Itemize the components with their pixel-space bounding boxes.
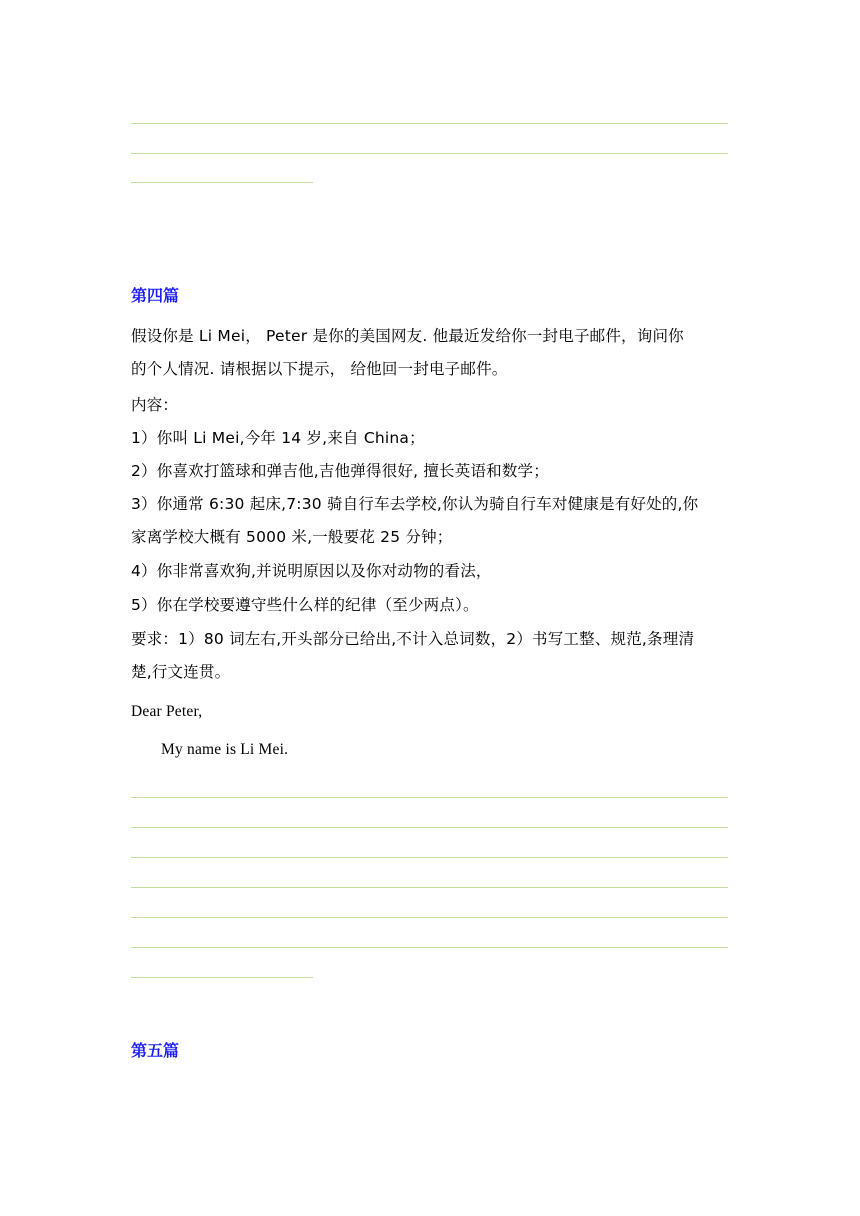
requirement-line: 楚,行文连贯。 <box>131 663 231 681</box>
content-item: 家离学校大概有 5000 米,一般要花 25 分钟； <box>131 528 453 546</box>
requirement-line: 要求：1）80 词左右,开头部分已给出,不计入总词数，2）书写工整、规范,条理清 <box>131 630 695 648</box>
answer-line <box>131 887 728 888</box>
prompt-line: 的个人情况. 请根据以下提示， 给他回一封电子邮件。 <box>131 360 508 378</box>
answer-line <box>131 123 728 124</box>
answer-line <box>131 153 728 154</box>
section-heading: 第四篇 <box>131 286 180 305</box>
content-item: 2）你喜欢打篮球和弹吉他,吉他弹得很好, 擅长英语和数学； <box>131 462 549 480</box>
content-item: 1）你叫 Li Mei,今年 14 岁,来自 China； <box>131 429 425 447</box>
answer-line <box>131 917 728 918</box>
content-label: 内容： <box>131 396 179 414</box>
content-item: 3）你通常 6:30 起床,7:30 骑自行车去学校,你认为骑自行车对健康是有好处的,你 <box>131 495 699 513</box>
answer-line <box>131 857 728 858</box>
answer-line <box>131 797 728 798</box>
content-item: 4）你非常喜欢狗,并说明原因以及你对动物的看法， <box>131 562 492 580</box>
prompt-line: 假设你是 Li Mei， Peter 是你的美国网友. 他最近发给你一封电子邮件，询问你 <box>131 327 684 345</box>
answer-line <box>131 947 728 948</box>
answer-line-short <box>131 977 313 978</box>
section-heading: 第五篇 <box>131 1041 180 1060</box>
letter-salutation: Dear Peter, <box>131 703 203 720</box>
answer-line-short <box>131 182 313 183</box>
content-item: 5）你在学校要遵守些什么样的纪律（至少两点）。 <box>131 596 479 614</box>
answer-line <box>131 827 728 828</box>
letter-opening: My name is Li Mei. <box>161 741 289 758</box>
